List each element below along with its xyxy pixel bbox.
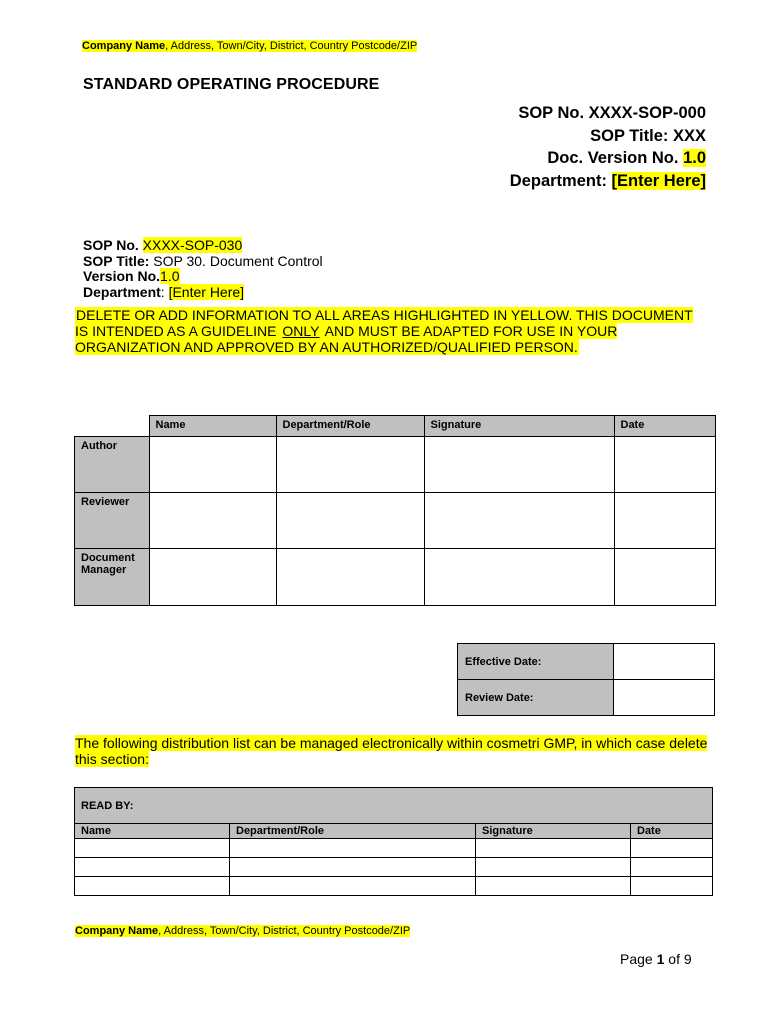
reviewer-name-cell[interactable] (149, 493, 276, 549)
effective-date-value[interactable] (614, 644, 715, 680)
reviewer-row (75, 493, 716, 549)
empty-corner (75, 416, 150, 437)
page-current: 1 (656, 951, 665, 967)
col-department-header: Department/Role (276, 416, 424, 437)
header-company-name: Company Name (82, 40, 166, 52)
doc-version (510, 147, 706, 170)
table-row (75, 877, 713, 896)
read-by-name-cell[interactable] (75, 839, 230, 858)
author-name-cell[interactable] (149, 437, 276, 493)
department (510, 170, 706, 193)
notice-only: ONLY (282, 323, 320, 339)
meta-sop-title (83, 254, 323, 270)
page-prefix: Page (620, 951, 657, 967)
reviewer-label: Reviewer (75, 493, 150, 549)
department-label: Department: (509, 171, 612, 190)
footer-address-text: , Address, Town/City, District, Country Postcode/ZIP (158, 925, 411, 937)
document-manager-department-cell[interactable] (276, 549, 424, 606)
reviewer-department-cell[interactable] (276, 493, 424, 549)
meta-sop-title-value: SOP 30. Document Control (153, 252, 323, 269)
header-address-text: , Address, Town/City, District, Country Postcode/ZIP (165, 40, 418, 52)
read-by-signature-cell[interactable] (476, 858, 631, 877)
review-date-row (458, 680, 715, 716)
sop-summary-block (510, 102, 706, 192)
read-by-department-cell[interactable] (230, 858, 476, 877)
read-by-col-department: Department/Role (230, 824, 476, 839)
sop-number: SOP No. XXXX-SOP-000 (518, 104, 706, 122)
meta-version-label: Version No. (83, 268, 161, 284)
meta-sop-no-value[interactable]: XXXX-SOP-030 (142, 237, 243, 253)
read-by-signature-cell[interactable] (476, 877, 631, 896)
footer-address (75, 924, 410, 938)
header-address (82, 39, 417, 53)
review-date-label: Review Date: (458, 680, 614, 716)
read-by-col-name: Name (75, 824, 230, 839)
read-by-signature-cell[interactable] (476, 839, 631, 858)
author-date-cell[interactable] (614, 437, 715, 493)
distribution-note (75, 735, 715, 767)
meta-sop-title-label: SOP Title: (83, 252, 150, 269)
meta-department (83, 285, 323, 301)
document-manager-name-cell[interactable] (149, 549, 276, 606)
document-manager-label: Document Manager (75, 549, 150, 606)
read-by-col-date: Date (631, 824, 713, 839)
meta-sop-no-label: SOP No. (83, 237, 139, 253)
table-row (75, 839, 713, 858)
author-row (75, 437, 716, 493)
signature-table (74, 415, 716, 606)
table-row (75, 858, 713, 877)
meta-department-value[interactable]: [Enter Here] (168, 283, 245, 300)
footer-company-name: Company Name (75, 925, 159, 937)
document-manager-date-cell[interactable] (614, 549, 715, 606)
meta-department-label: Department (83, 283, 161, 300)
signature-header-row (75, 416, 716, 437)
doc-version-value[interactable]: 1.0 (683, 149, 706, 167)
read-by-table (74, 787, 713, 896)
col-date-header: Date (614, 416, 715, 437)
read-by-date-cell[interactable] (631, 839, 713, 858)
read-by-department-cell[interactable] (230, 877, 476, 896)
document-title: STANDARD OPERATING PROCEDURE (83, 76, 380, 93)
meta-version (83, 269, 323, 285)
col-signature-header: Signature (424, 416, 614, 437)
reviewer-date-cell[interactable] (614, 493, 715, 549)
sop-title: SOP Title: XXX (590, 126, 706, 145)
read-by-name-cell[interactable] (75, 858, 230, 877)
author-label: Author (75, 437, 150, 493)
effective-date-row (458, 644, 715, 680)
author-signature-cell[interactable] (424, 437, 614, 493)
effective-date-label: Effective Date: (458, 644, 614, 680)
read-by-name-cell[interactable] (75, 877, 230, 896)
read-by-title: READ BY: (75, 788, 713, 824)
meta-version-value[interactable]: 1.0 (160, 268, 180, 284)
read-by-date-cell[interactable] (631, 877, 713, 896)
document-manager-signature-cell[interactable] (424, 549, 614, 606)
read-by-header-row (75, 824, 713, 839)
read-by-department-cell[interactable] (230, 839, 476, 858)
page-total: of 9 (664, 951, 692, 967)
instruction-notice (75, 307, 705, 355)
reviewer-signature-cell[interactable] (424, 493, 614, 549)
read-by-date-cell[interactable] (631, 858, 713, 877)
author-department-cell[interactable] (276, 437, 424, 493)
sop-meta (83, 238, 323, 300)
meta-department-colon: : (160, 283, 169, 300)
distribution-note-text: The following distribution list can be managed electronically within cosmetri GMP, in which case delete this section: (75, 735, 708, 767)
read-by-title-row (75, 788, 713, 824)
col-name-header: Name (149, 416, 276, 437)
doc-version-label: Doc. Version No. (547, 149, 684, 167)
notice-part2: AND MUST BE ADAPTED FOR USE IN YOUR ORGANIZATION AND APPROVED BY AN AUTHORIZED/QUALIFIED PERSON. (75, 323, 618, 355)
review-date-value[interactable] (614, 680, 715, 716)
document-manager-row (75, 549, 716, 606)
dates-table (457, 643, 715, 716)
page-number (620, 951, 692, 967)
notice-part1: DELETE OR ADD INFORMATION TO ALL AREAS HIGHLIGHTED IN YELLOW. THIS DOCUMENT IS INTENDED AS A GUIDELINE (75, 307, 693, 339)
read-by-col-signature: Signature (476, 824, 631, 839)
department-value[interactable]: [Enter Here] (611, 171, 706, 190)
meta-sop-no (83, 238, 323, 254)
